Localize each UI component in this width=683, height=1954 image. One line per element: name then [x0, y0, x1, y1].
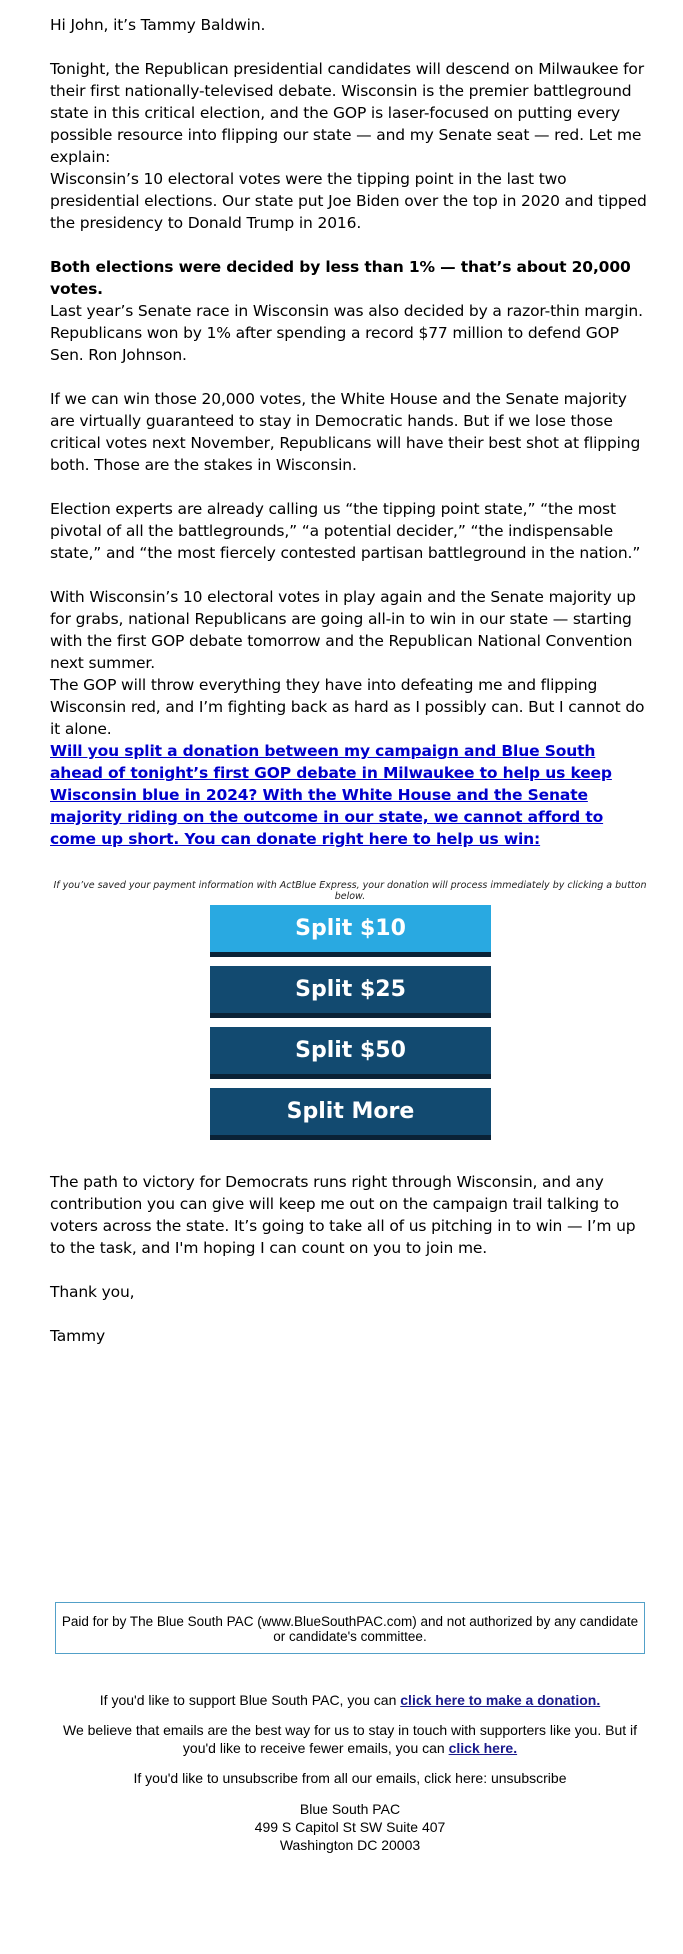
paragraph-intro: Tonight, the Republican presidential candidates will descend on Milwaukee for their first nationally-televised debate. Wisconsin is the premier battleground state in this critical election, and the GOP is laser-focused on putting every possible resource into flipping our state — and my Senate seat — red. Let me explain:	[50, 60, 644, 166]
address-city: Washington DC 20003	[279, 1837, 421, 1853]
org-name: Blue South PAC	[299, 1801, 401, 1817]
fewer-emails-link[interactable]: click here.	[448, 1740, 518, 1756]
split-25-button[interactable]: Split $25	[210, 966, 491, 1018]
support-text: If you'd like to support Blue South PAC, you can	[99, 1692, 397, 1708]
signature: Tammy	[50, 1327, 106, 1345]
split-50-button[interactable]: Split $50	[210, 1027, 491, 1079]
fewer-emails-line	[60, 1721, 640, 1757]
paragraph-electoral: Wisconsin’s 10 electoral votes were the tipping point in the last two presidential elections. Our state put Joe Biden over the top in 2020 and tipped the presidency to Donald Trump in 2016.	[50, 170, 647, 232]
paragraph-senate-race: Last year’s Senate race in Wisconsin was also decided by a razor-thin margin. Republicans won by 1% after spending a record $77 million to defend GOP Sen. Ron Johnson.	[50, 302, 643, 364]
unsubscribe-line[interactable]: If you'd like to unsubscribe from all our emails, click here: unsubscribe	[133, 1770, 567, 1786]
donate-link[interactable]: click here to make a donation.	[400, 1692, 601, 1708]
paragraph-margin: Both elections were decided by less than 1% — that’s about 20,000 votes.	[50, 258, 631, 298]
support-line	[50, 1691, 650, 1709]
split-more-button[interactable]: Split More	[210, 1088, 491, 1140]
split-10-button[interactable]: Split $10	[210, 905, 491, 957]
paragraph-experts: Election experts are already calling us “the tipping point state,” “the most pivotal of all the battlegrounds,” “a potential decider,” “the indispensable state,” and “the most fiercely contested partisan battleground in the nation.”	[50, 500, 641, 562]
paragraph-stakes: If we can win those 20,000 votes, the White House and the Senate majority are virtually guaranteed to stay in Democratic hands. But if we lose those critical votes next November, Republicans will have their best shot at flipping both. Those are the stakes in Wisconsin.	[50, 390, 641, 474]
address-street: 499 S Capitol St SW Suite 407	[254, 1819, 446, 1835]
cta-paragraph	[50, 740, 650, 850]
paragraph-path-to-victory: The path to victory for Democrats runs right through Wisconsin, and any contribution you can give will keep me out on the campaign trail talking to voters across the state. It’s going to take all of us pitching in to win — I’m up to the task, and I'm hoping I can count on you to join me.	[50, 1173, 636, 1257]
greeting: Hi John, it’s Tammy Baldwin.	[50, 16, 266, 34]
actblue-express-note: If you’ve saved your payment information with ActBlue Express, your donation will process immediately by clicking a button below.	[53, 880, 647, 902]
donate-cta-link[interactable]: Will you split a donation between my campaign and Blue South ahead of tonight’s first GOP debate in Milwaukee to help us keep Wisconsin blue in 2024? With the White House and the Senate majority riding on the outcome in our state, we cannot afford to come up short. You can donate right here to help us win:	[50, 742, 612, 848]
signoff: Thank you,	[50, 1283, 135, 1301]
fewer-emails-text: We believe that emails are the best way for us to stay in touch with supporters like you. But if you'd like to receive fewer emails, you can	[62, 1722, 638, 1756]
paid-for-text: Paid for by The Blue South PAC (www.BlueSouthPAC.com) and not authorized by any candidate or candidate's committee.	[61, 1614, 639, 1644]
paragraph-all-in: With Wisconsin’s 10 electoral votes in play again and the Senate majority up for grabs, national Republicans are going all-in to win in our state — starting with the first GOP debate tomorrow and the Republican National Convention next summer.	[50, 588, 636, 672]
paid-for-disclaimer	[55, 1602, 645, 1654]
paragraph-cannot-alone: The GOP will throw everything they have into defeating me and flipping Wisconsin red, and I’m fighting back as hard as I possibly can. But I cannot do it alone.	[50, 676, 645, 738]
